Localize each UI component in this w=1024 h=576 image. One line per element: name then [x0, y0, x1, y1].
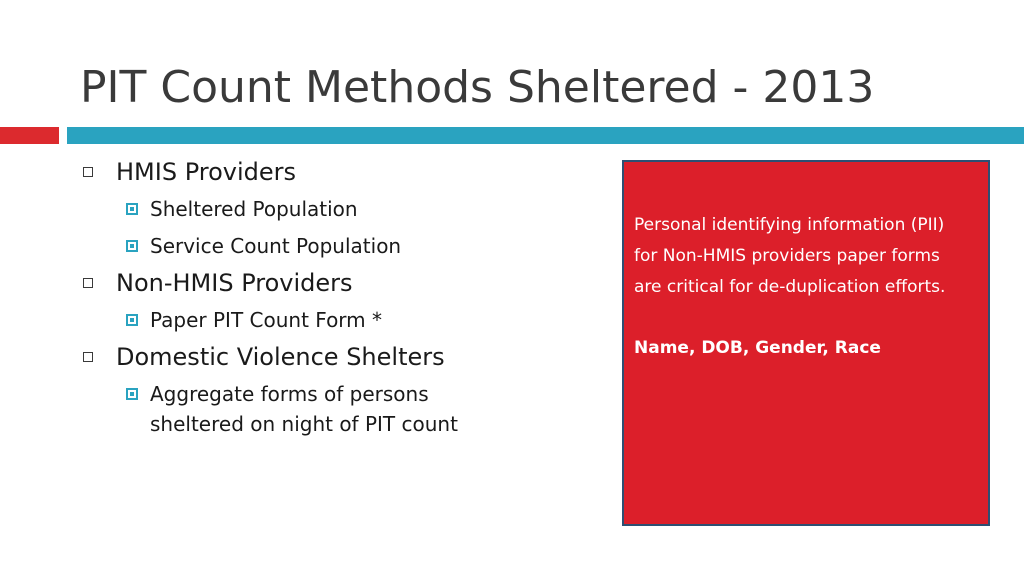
sub-bullet-label: Sheltered Population — [150, 197, 358, 221]
bullet-non-hmis-providers — [80, 269, 600, 297]
square-bullet-icon — [126, 203, 138, 215]
sub-bullet-label: Paper PIT Count Form * — [150, 308, 383, 332]
sub-bullet-label: Aggregate forms of persons sheltered on night of PIT count — [150, 382, 458, 436]
square-bullet-icon — [126, 388, 138, 400]
bullet-label: Non-HMIS Providers — [116, 269, 353, 297]
sub-bullet-label: Service Count Population — [150, 234, 402, 258]
sub-bullet-aggregate-forms — [80, 379, 460, 439]
sub-bullet-list — [80, 194, 600, 261]
title-rule-teal — [67, 127, 1024, 144]
sub-bullet-service-count-population — [80, 231, 460, 261]
pii-callout-box — [622, 160, 990, 526]
square-bullet-icon — [126, 240, 138, 252]
hollow-square-bullet-icon — [83, 352, 93, 362]
bullet-domestic-violence-shelters — [80, 343, 600, 371]
bullet-label: Domestic Violence Shelters — [116, 343, 445, 371]
sub-bullet-list — [80, 305, 600, 335]
title-rule-red — [0, 127, 59, 144]
callout-emphasis-text: Name, DOB, Gender, Race — [634, 338, 881, 358]
bullet-hmis-providers — [80, 158, 600, 186]
callout-body-text: Personal identifying information (PII) for Non-HMIS providers paper forms are critical for de-duplication efforts. — [634, 215, 946, 297]
sub-bullet-paper-pit-count-form — [80, 305, 460, 335]
slide-title: PIT Count Methods Sheltered - 2013 — [80, 62, 875, 113]
hollow-square-bullet-icon — [83, 278, 93, 288]
sub-bullet-list — [80, 379, 600, 439]
square-bullet-icon — [126, 314, 138, 326]
sub-bullet-sheltered-population — [80, 194, 460, 224]
hollow-square-bullet-icon — [83, 167, 93, 177]
bullet-list — [80, 158, 600, 447]
bullet-label: HMIS Providers — [116, 158, 297, 186]
